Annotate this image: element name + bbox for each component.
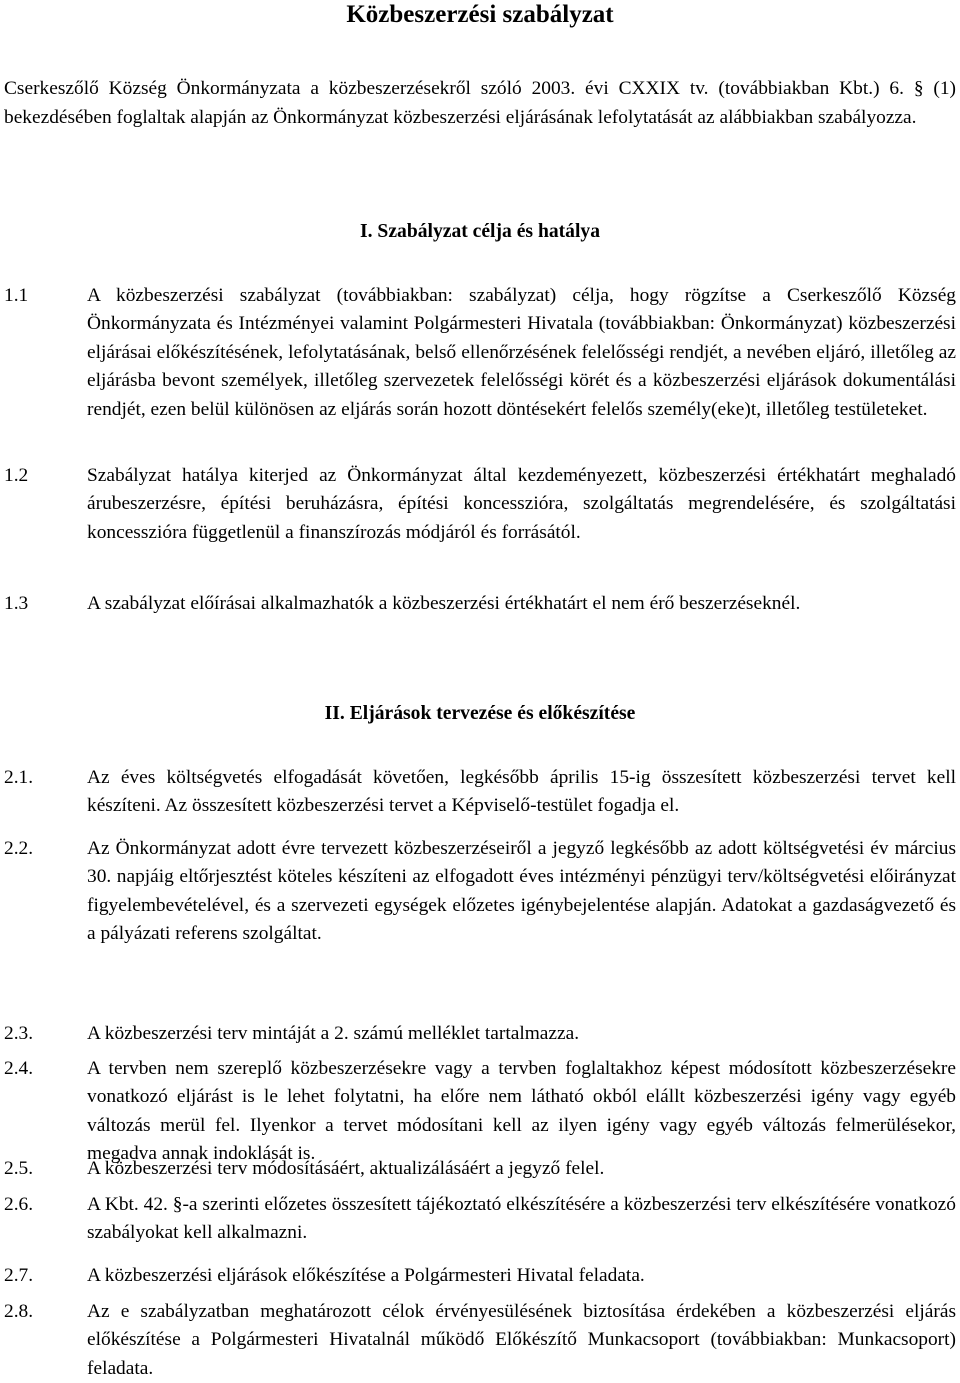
item-number: 2.7. xyxy=(4,1265,34,1286)
item-number: 2.3. xyxy=(4,1023,34,1044)
item-text: Az Önkormányzat adott évre tervezett közbeszerzéseiről a jegyző legkésőbb az adott költségvetési év március 30. napjáig eltőrjesztést köteles készíteni az elfogadott éves intézményi pénzügyi terv/költségvetési előirányzat figyelembevételével, és a szervezeti egységek előzetes igénybejelentése alapján. Adatokat a gazdaságvezető és a pályázati referens szolgáltat. xyxy=(87,838,956,945)
item-text: A közbeszerzési terv mintáját a 2. számú melléklet tartalmazza. xyxy=(87,1023,580,1044)
item-text: Szabályzat hatálya kiterjed az Önkormányzat által kezdeményezett, közbeszerzési értékhatárt meghaladó árubeszerzésre, építési beruházásra, építési koncesszióra, szolgáltatás megrendelésére, és szolgáltatási koncesszióra függetlenül a finanszírozás módjáról és forrásától. xyxy=(87,465,956,543)
item-number: 2.8. xyxy=(4,1301,34,1322)
item-number: 2.2. xyxy=(4,838,34,859)
section-heading-1: I. Szabályzat célja és hatálya xyxy=(360,221,600,242)
item-text: A Kbt. 42. §-a szerinti előzetes összesített tájékoztató elkészítésére a közbeszerzési terv elkészítésére vonatkozó szabályokat kell alkalmazni. xyxy=(87,1194,956,1244)
item-text: A közbeszerzési terv módosításáért, aktualizálásáért a jegyző felel. xyxy=(87,1158,605,1179)
item-number: 1.2 xyxy=(4,465,29,486)
list-item-2-8 xyxy=(4,1298,956,1383)
item-text: A közbeszerzési eljárások előkészítése a Polgármesteri Hivatal feladata. xyxy=(87,1265,645,1286)
intro-paragraph: Cserkeszőlő Község Önkormányzata a közbeszerzésekről szóló 2003. évi CXXIX tv. (továbbiakban Kbt.) 6. § (1) bekezdésében foglaltak alapján az Önkormányzat közbeszerzési eljárásának lefolytatását az alábbiakban szabályozza. xyxy=(4,78,956,128)
item-text: Az éves költségvetés elfogadását követően, legkésőbb április 15-ig összesített közbeszerzési tervet kell készíteni. Az összesített közbeszerzési tervet a Képviselő-testület fogadja el. xyxy=(87,767,956,817)
list-item-2-6 xyxy=(4,1191,956,1248)
item-number: 2.4. xyxy=(4,1058,34,1079)
list-item-2-7 xyxy=(4,1262,956,1290)
item-text: A közbeszerzési szabályzat (továbbiakban: szabályzat) célja, hogy rögzítse a Cserkeszőlő Község Önkormányzata és Intézményei valamint Polgármesteri Hivatala (továbbiakban: Önkormányzat) közbeszerzési eljárásai előkészítésének, lefolytatásának, belső ellenőrzésének felelősségi rendjét, a nevében eljáró, illetőleg az eljárásba bevont személyek, illetőleg szervezetek felelősségi körét és a közbeszerzési eljárások dokumentálási rendjét, ezen belül különösen az eljárás során hozott döntésekért felelős személy(eke)t, illetőleg testületeket. xyxy=(87,285,956,420)
item-text: A szabályzat előírásai alkalmazhatók a közbeszerzési értékhatárt el nem érő beszerzéseknél. xyxy=(87,593,801,614)
list-item-2-1 xyxy=(4,764,956,821)
list-item-2-4 xyxy=(4,1055,956,1169)
item-text: A tervben nem szereplő közbeszerzésekre vagy a tervben foglaltakhoz képest módosított közbeszerzésekre vonatkozó eljárást is le lehet folytatni, ha előre nem látható okból elállt közbeszerzési igény vagy egyéb változás merül fel. Ilyenkor a tervet módosítani kell az ilyen igény vagy egyéb változás felmerülésekor, megadva annak indoklását is. xyxy=(87,1058,956,1165)
list-item-1-3 xyxy=(4,590,956,618)
section-heading-2: II. Eljárások tervezése és előkészítése xyxy=(324,703,636,724)
item-number: 2.1. xyxy=(4,767,34,788)
list-item-2-5 xyxy=(4,1155,956,1183)
item-text: Az e szabályzatban meghatározott célok érvényesülésének biztosítása érdekében a közbeszerzési eljárás előkészítése a Polgármesteri Hivatalnál működő Előkészítő Munkacsoport (továbbiakban: Munkacsoport) feladata. xyxy=(87,1301,956,1379)
list-item-2-3 xyxy=(4,1020,956,1048)
document-title: Közbeszerzési szabályzat xyxy=(346,1,614,28)
list-item-1-2 xyxy=(4,462,956,547)
item-number: 2.6. xyxy=(4,1194,34,1215)
list-item-1-1 xyxy=(4,282,956,424)
item-number: 1.3 xyxy=(4,593,29,614)
item-number: 1.1 xyxy=(4,285,29,306)
item-number: 2.5. xyxy=(4,1158,34,1179)
list-item-2-2 xyxy=(4,835,956,949)
